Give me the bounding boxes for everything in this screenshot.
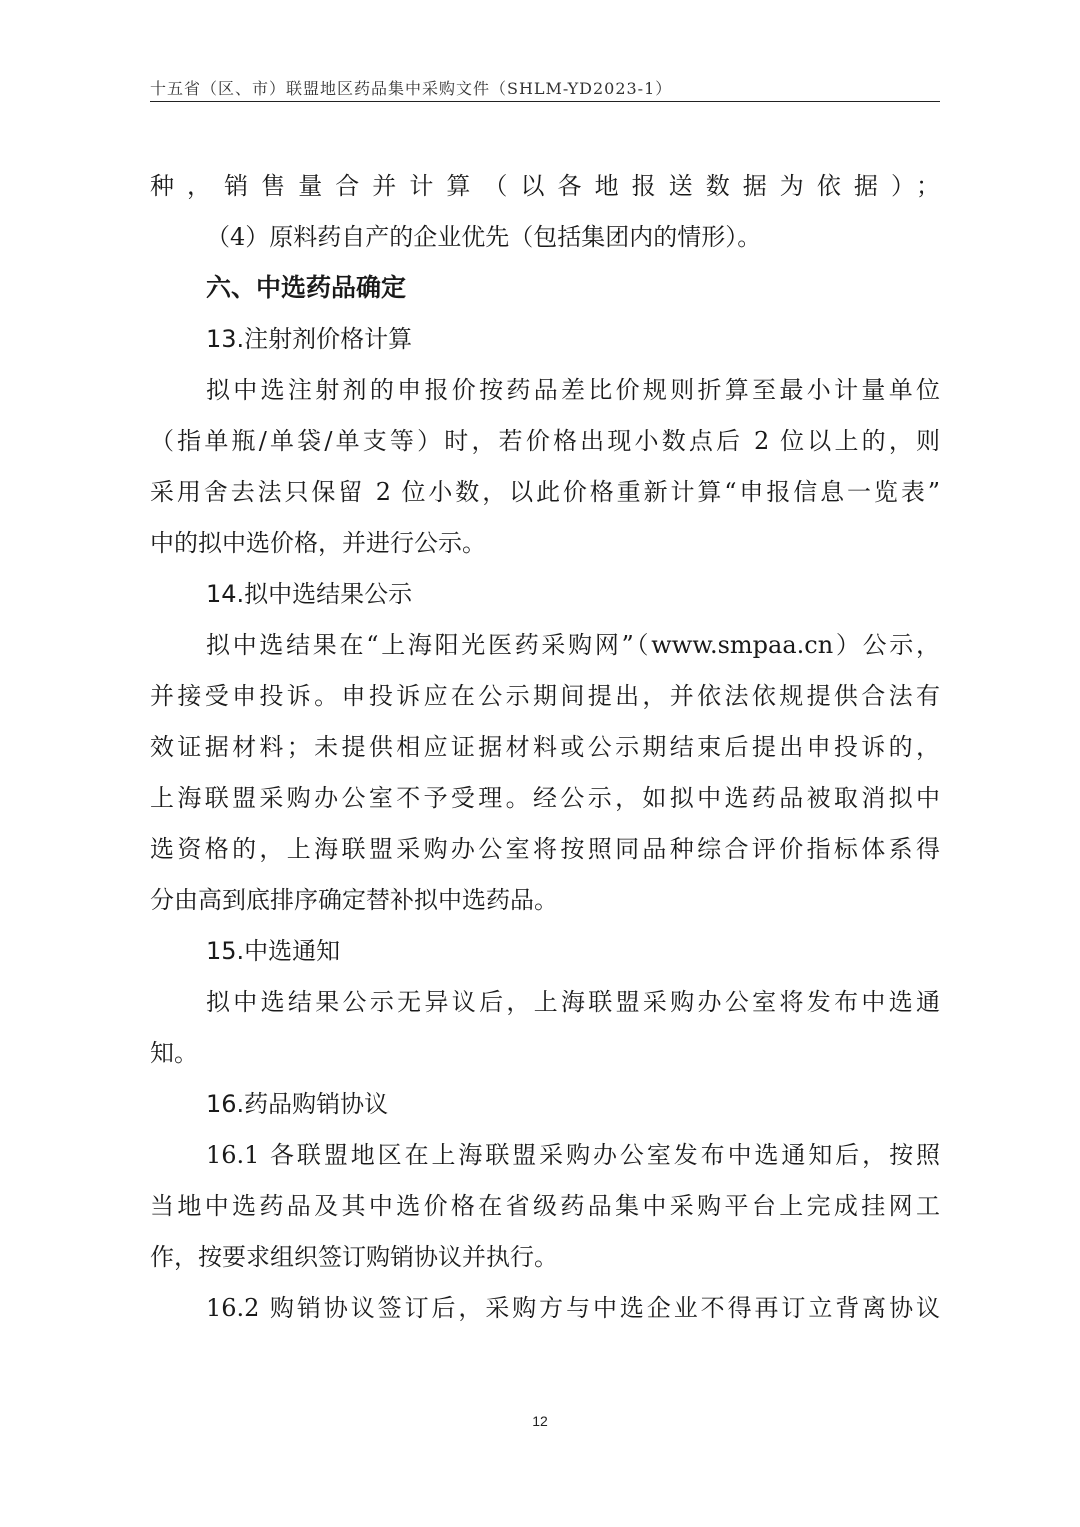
paragraph-line: 作，按要求组织签订购销协议并执行。 bbox=[150, 1243, 558, 1271]
paragraph-line: 上海联盟采购办公室不予受理。经公示，如拟中选药品被取消拟中 bbox=[150, 784, 940, 812]
subsection-heading-13: 13.注射剂价格计算 bbox=[206, 325, 413, 353]
subsection-heading-15: 15.中选通知 bbox=[206, 937, 341, 965]
paragraph-line: 拟中选结果在“上海阳光医药采购网”（www.smpaa.cn）公示， bbox=[206, 631, 940, 659]
paragraph-line: 选资格的，上海联盟采购办公室将按照同品种综合评价指标体系得 bbox=[150, 835, 940, 863]
list-item-4: （4）原料药自产的企业优先（包括集团内的情形）。 bbox=[206, 223, 762, 251]
document-header: 十五省（区、市）联盟地区药品集中采购文件（SHLM-YD2023-1） bbox=[150, 79, 673, 98]
paragraph-line: 拟中选结果公示无异议后，上海联盟采购办公室将发布中选通 bbox=[206, 988, 940, 1016]
paragraph-line: 16.2 购销协议签订后，采购方与中选企业不得再订立背离协议 bbox=[206, 1294, 940, 1322]
paragraph-line: 当地中选药品及其中选价格在省级药品集中采购平台上完成挂网工 bbox=[150, 1192, 940, 1220]
paragraph-line: 知。 bbox=[150, 1039, 198, 1067]
subsection-heading-16: 16.药品购销协议 bbox=[206, 1090, 389, 1118]
paragraph-line: 采用舍去法只保留 2 位小数，以此价格重新计算“申报信息一览表” bbox=[150, 478, 940, 506]
paragraph-line: 拟中选注射剂的申报价按药品差比价规则折算至最小计量单位 bbox=[206, 376, 940, 404]
paragraph-line: 中的拟中选价格，并进行公示。 bbox=[150, 529, 486, 557]
paragraph-line: 种，销售量合并计算（以各地报送数据为依据）； bbox=[150, 172, 940, 200]
subsection-heading-14: 14.拟中选结果公示 bbox=[206, 580, 413, 608]
header-rule bbox=[150, 101, 940, 102]
page-number: 12 bbox=[532, 1413, 548, 1429]
paragraph-line: （指单瓶/单袋/单支等）时，若价格出现小数点后 2 位以上的，则 bbox=[150, 427, 940, 455]
paragraph-line: 16.1 各联盟地区在上海联盟采购办公室发布中选通知后，按照 bbox=[206, 1141, 940, 1169]
section-heading-6: 六、中选药品确定 bbox=[206, 273, 407, 302]
paragraph-line: 分由高到底排序确定替补拟中选药品。 bbox=[150, 886, 558, 914]
paragraph-line: 并接受申投诉。申投诉应在公示期间提出，并依法依规提供合法有 bbox=[150, 682, 940, 710]
paragraph-line: 效证据材料；未提供相应证据材料或公示期结束后提出申投诉的， bbox=[150, 733, 940, 761]
